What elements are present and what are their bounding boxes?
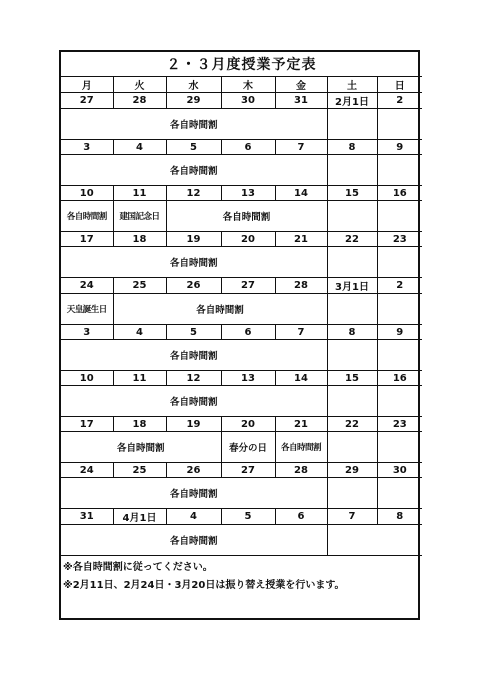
schedule-cell: 各自時間割 xyxy=(275,432,327,463)
note-text: ※各自時間割に従ってください。 xyxy=(61,556,422,575)
date-cell: 24 xyxy=(61,463,113,478)
schedule-cell: 天皇誕生日 xyxy=(61,294,113,325)
schedule-cell: 各自時間割 xyxy=(61,155,327,186)
date-cell: 30 xyxy=(221,93,275,109)
empty-cell xyxy=(327,155,377,186)
date-cell: 22 xyxy=(327,232,377,247)
date-cell: 25 xyxy=(113,278,166,294)
weekday-header: 日 xyxy=(377,77,422,93)
date-cell: 9 xyxy=(377,325,422,340)
schedule-cell: 各自時間割 xyxy=(61,247,327,278)
date-row xyxy=(61,325,422,340)
date-row xyxy=(61,371,422,386)
empty-cell xyxy=(377,432,422,463)
schedule-cell: 各自時間割 xyxy=(61,525,327,556)
date-cell: 4 xyxy=(113,325,166,340)
date-cell: 16 xyxy=(377,371,422,386)
empty-cell xyxy=(327,525,422,556)
date-cell: 28 xyxy=(113,93,166,109)
date-cell: 5 xyxy=(221,509,275,525)
note-text: ※2月11日、2月24日・3月20日は振り替え授業を行います。 xyxy=(63,579,345,591)
blank-footer-cell xyxy=(61,592,422,616)
date-cell: 23 xyxy=(377,232,422,247)
date-cell: 3 xyxy=(61,325,113,340)
date-row xyxy=(61,509,422,525)
date-row xyxy=(61,232,422,247)
empty-cell xyxy=(377,478,422,509)
date-cell: 20 xyxy=(221,417,275,432)
date-cell: 26 xyxy=(166,278,221,294)
date-cell: 14 xyxy=(275,371,327,386)
date-cell: 8 xyxy=(327,140,377,155)
weekday-header: 土 xyxy=(327,77,377,93)
date-cell: 21 xyxy=(275,417,327,432)
date-cell: 2 xyxy=(377,93,422,109)
schedule-cell: 建国記念日 xyxy=(113,201,166,232)
date-cell: 3 xyxy=(61,140,113,155)
date-cell: 10 xyxy=(61,186,113,201)
empty-cell xyxy=(327,432,377,463)
date-cell: 8 xyxy=(377,509,422,525)
date-cell: 7 xyxy=(275,140,327,155)
empty-cell xyxy=(327,201,377,232)
date-cell: 10 xyxy=(61,371,113,386)
date-cell: 7 xyxy=(275,325,327,340)
date-cell: 30 xyxy=(377,463,422,478)
date-cell: 18 xyxy=(113,232,166,247)
date-cell: 15 xyxy=(327,186,377,201)
date-cell: 2 xyxy=(377,278,422,294)
date-cell: 9 xyxy=(377,140,422,155)
date-cell: 20 xyxy=(221,232,275,247)
empty-cell xyxy=(377,247,422,278)
schedule-row xyxy=(61,201,422,232)
schedule-table xyxy=(61,52,422,616)
date-row xyxy=(61,278,422,294)
schedule-cell: 各自時間割 xyxy=(61,386,327,417)
date-cell: 31 xyxy=(275,93,327,109)
date-cell: 6 xyxy=(275,509,327,525)
date-cell: 31 xyxy=(61,509,113,525)
schedule-row xyxy=(61,340,422,371)
empty-cell xyxy=(327,247,377,278)
date-cell: 19 xyxy=(166,232,221,247)
empty-cell xyxy=(327,294,377,325)
schedule-cell: 各自時間割 xyxy=(166,201,327,232)
schedule-row xyxy=(61,386,422,417)
schedule-row xyxy=(61,478,422,509)
date-cell: 18 xyxy=(113,417,166,432)
date-cell: 7 xyxy=(327,509,377,525)
date-cell: 27 xyxy=(221,278,275,294)
date-cell: 13 xyxy=(221,371,275,386)
date-cell: 15 xyxy=(327,371,377,386)
weekday-header-row xyxy=(61,77,422,93)
date-cell: 12 xyxy=(166,186,221,201)
date-cell: 17 xyxy=(61,417,113,432)
date-cell: 14 xyxy=(275,186,327,201)
date-row xyxy=(61,140,422,155)
schedule-cell: 各自時間割 xyxy=(61,109,327,140)
empty-cell xyxy=(327,109,377,140)
date-row xyxy=(61,93,422,109)
date-cell: 19 xyxy=(166,417,221,432)
empty-cell xyxy=(377,340,422,371)
empty-cell xyxy=(377,109,422,140)
schedule-row xyxy=(61,155,422,186)
date-cell: 27 xyxy=(221,463,275,478)
date-cell: 8 xyxy=(327,325,377,340)
schedule-row xyxy=(61,247,422,278)
schedule-cell: 各自時間割 xyxy=(61,432,221,463)
weekday-header: 金 xyxy=(275,77,327,93)
date-cell: 4月1日 xyxy=(113,509,166,525)
date-cell: 29 xyxy=(327,463,377,478)
schedule-cell: 各自時間割 xyxy=(61,201,113,232)
date-cell: 11 xyxy=(113,186,166,201)
date-cell: 5 xyxy=(166,140,221,155)
date-cell: 17 xyxy=(61,232,113,247)
date-cell: 11 xyxy=(113,371,166,386)
date-row xyxy=(61,186,422,201)
date-cell: 28 xyxy=(275,463,327,478)
weekday-header: 火 xyxy=(113,77,166,93)
schedule-row xyxy=(61,525,422,556)
schedule-cell: 春分の日 xyxy=(221,432,275,463)
schedule-row xyxy=(61,109,422,140)
date-cell: 25 xyxy=(113,463,166,478)
date-cell: 16 xyxy=(377,186,422,201)
weekday-header: 水 xyxy=(166,77,221,93)
date-cell: 3月1日 xyxy=(327,278,377,294)
weekday-header: 月 xyxy=(61,77,113,93)
date-cell: 13 xyxy=(221,186,275,201)
schedule-cell: 各自時間割 xyxy=(61,340,327,371)
schedule-row xyxy=(61,294,422,325)
date-cell: 24 xyxy=(61,278,113,294)
empty-cell xyxy=(377,201,422,232)
schedule-cell: 各自時間割 xyxy=(113,294,327,325)
empty-cell xyxy=(327,340,377,371)
schedule-cell: 各自時間割 xyxy=(61,478,327,509)
date-cell: 6 xyxy=(221,325,275,340)
schedule-row xyxy=(61,432,422,463)
date-cell: 5 xyxy=(166,325,221,340)
weekday-header: 木 xyxy=(221,77,275,93)
date-cell: 29 xyxy=(166,93,221,109)
date-cell: 23 xyxy=(377,417,422,432)
empty-cell xyxy=(377,155,422,186)
empty-cell xyxy=(327,386,377,417)
date-cell: 6 xyxy=(221,140,275,155)
date-cell: 2月1日 xyxy=(327,93,377,109)
schedule-sheet xyxy=(59,50,420,620)
date-cell: 21 xyxy=(275,232,327,247)
date-cell: 22 xyxy=(327,417,377,432)
date-cell: 4 xyxy=(166,509,221,525)
page-title: ２・３月度授業予定表 xyxy=(61,52,422,77)
empty-cell xyxy=(327,478,377,509)
date-cell: 4 xyxy=(113,140,166,155)
date-row xyxy=(61,417,422,432)
date-cell: 27 xyxy=(61,93,113,109)
empty-cell xyxy=(377,386,422,417)
date-row xyxy=(61,463,422,478)
date-cell: 12 xyxy=(166,371,221,386)
date-cell: 26 xyxy=(166,463,221,478)
empty-cell xyxy=(377,294,422,325)
date-cell: 28 xyxy=(275,278,327,294)
